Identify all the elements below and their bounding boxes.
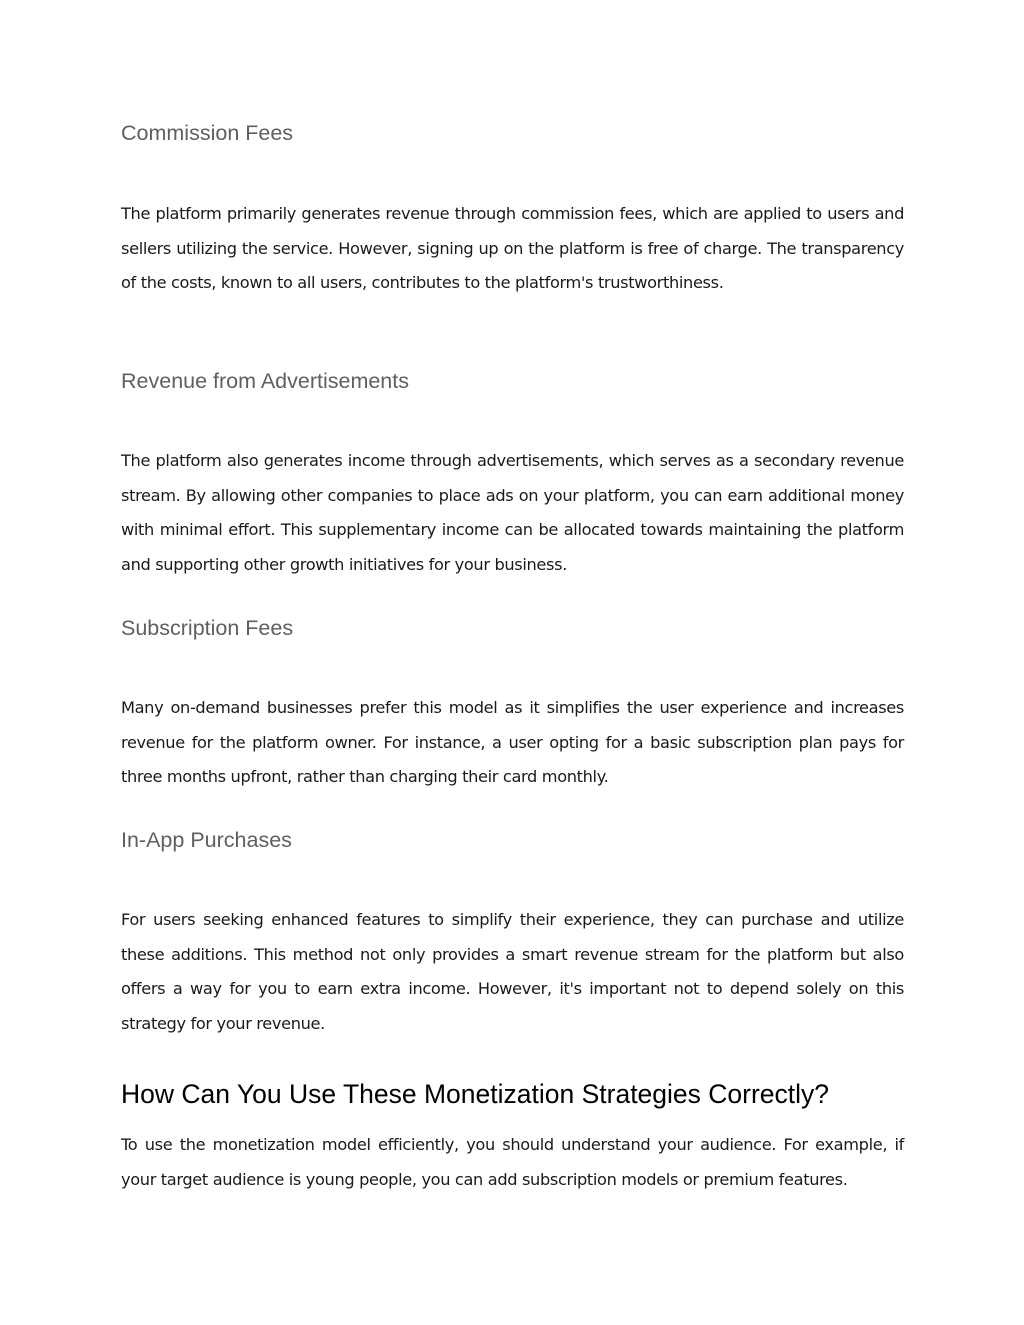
main-section-body: To use the monetization model efficiently, you should understand your audience. For example, if your target audience is young people, you can add subscription models or premium features. bbox=[121, 1135, 904, 1189]
section-heading-commission-fees: Commission Fees bbox=[121, 121, 294, 145]
section-heading-subscription-fees: Subscription Fees bbox=[121, 616, 294, 640]
section-body-subscription-fees: Many on-demand businesses prefer this model as it simplifies the user experience and increases revenue for the platform owner. For instance, a user opting for a basic subscription plan pays for three months upfront, rather than charging their card monthly. bbox=[121, 698, 904, 787]
main-section-heading: How Can You Use These Monetization Strategies Correctly? bbox=[121, 1079, 830, 1109]
section-heading-in-app-purchases: In-App Purchases bbox=[121, 828, 292, 852]
section-body-commission-fees: The platform primarily generates revenue through commission fees, which are applied to users and sellers utilizing the service. However, signing up on the platform is free of charge. The transparency of the costs, known to all users, contributes to the platform's trustworthiness. bbox=[121, 204, 904, 293]
section-body-in-app-purchases: For users seeking enhanced features to simplify their experience, they can purchase and utilize these additions. This method not only provides a smart revenue stream for the platform but also offers a way for you to earn extra income. However, it's important not to depend solely on this strategy for your revenue. bbox=[121, 910, 904, 1034]
section-heading-advertisements: Revenue from Advertisements bbox=[121, 369, 409, 393]
section-body-advertisements: The platform also generates income through advertisements, which serves as a secondary revenue stream. By allowing other companies to place ads on your platform, you can earn additional money with minimal effort. This supplementary income can be allocated towards maintaining the platform and supporting other growth initiatives for your business. bbox=[121, 451, 904, 575]
